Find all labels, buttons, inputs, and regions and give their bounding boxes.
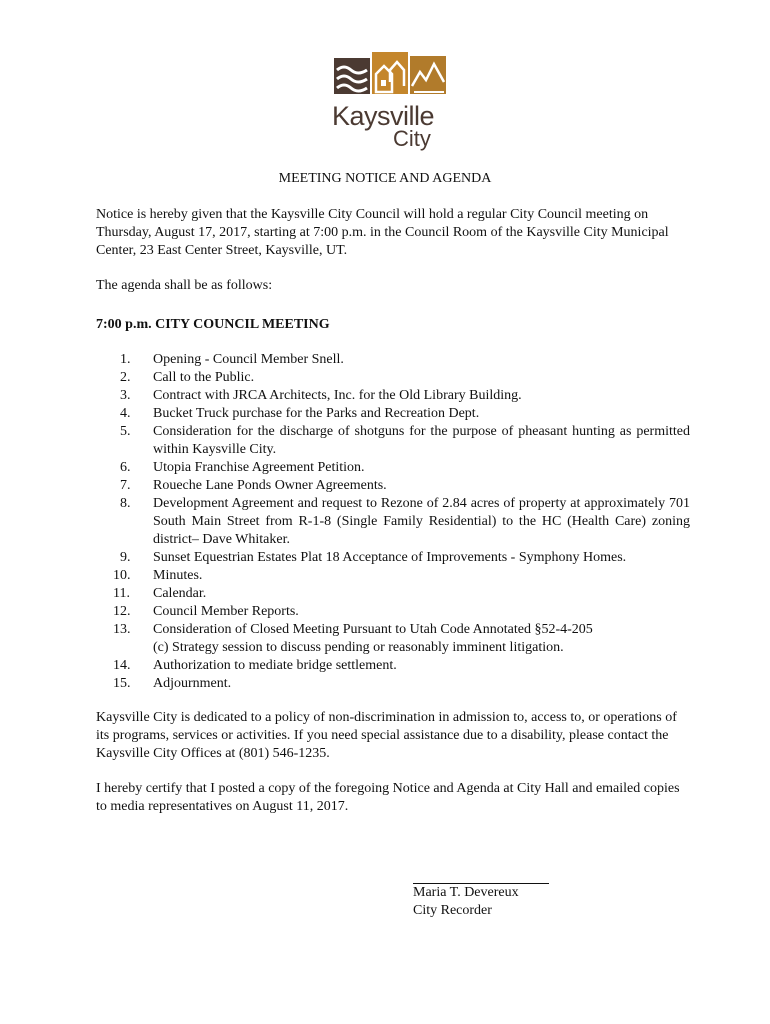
agenda-item-text: Consideration of Closed Meeting Pursuant to Utah Code Annotated §52-4-205 [153,622,593,637]
agenda-item-text: Consideration for the discharge of shotguns for the purpose of pheasant hunting as permitted within Kaysville City. [153,424,690,457]
agenda-item-number: 8. [120,496,131,511]
agenda-item-text: Roueche Lane Ponds Owner Agreements. [153,478,387,493]
logo-text-kaysville: Kaysville [332,101,435,131]
agenda-item [96,603,690,621]
agenda-item [96,477,690,495]
page-title: MEETING NOTICE AND AGENDA [278,171,492,186]
signer-role: City Recorder [413,903,492,918]
agenda-item-number: 3. [120,388,131,403]
agenda-item-text: Opening - Council Member Snell. [153,352,344,367]
agenda-item [96,423,690,459]
agenda-item-text: Calendar. [153,586,207,601]
agenda-item [96,549,690,567]
agenda-item [96,567,690,585]
agenda-item [96,405,690,423]
agenda-item-number: 15. [113,676,131,691]
agenda-item-number: 13. [113,622,131,637]
agenda-item [96,621,690,657]
logo-text-city: City [393,126,431,151]
agenda-item [96,657,690,675]
agenda-item [96,351,690,369]
agenda-item [96,387,690,405]
agenda-item-number: 14. [113,658,131,673]
agenda-list [96,351,690,693]
agenda-item-text: Authorization to mediate bridge settlement. [153,658,397,673]
agenda-item-number: 7. [120,478,131,493]
agenda-item-number: 10. [113,568,131,583]
kaysville-city-logo [330,52,448,152]
agenda-item-text: Bucket Truck purchase for the Parks and Recreation Dept. [153,406,480,421]
agenda-item [96,459,690,477]
agenda-item-text: Call to the Public. [153,370,255,385]
agenda-item-text: Development Agreement and request to Rezone of 2.84 acres of property at approximately 701 South Main Street from R-1-8 (Single Family Residential) to the HC (Health Care) zoning district– Dave Whitaker. [153,496,690,547]
agenda-item [96,585,690,603]
agenda-intro: The agenda shall be as follows: [96,278,273,293]
agenda-item-number: 6. [120,460,131,475]
agenda-item-number: 12. [113,604,131,619]
agenda-item-number: 11. [113,586,130,601]
non-discrimination-policy: Kaysville City is dedicated to a policy of non-discrimination in admission to, access to, or operations of its programs, services or activities. If you need special assistance due to a disability, please contact the Kaysville City Offices at (801) 546-1235. [96,710,677,761]
agenda-item-text: Contract with JRCA Architects, Inc. for the Old Library Building. [153,388,522,403]
agenda-item-text: Council Member Reports. [153,604,299,619]
agenda-item-number: 5. [120,424,131,439]
agenda-item-number: 9. [120,550,131,565]
logo-mark-icon [334,52,446,98]
signature-block [413,867,613,920]
agenda-item-subtext: (c) Strategy session to discuss pending or reasonably imminent litigation. [153,640,564,655]
notice-paragraph: Notice is hereby given that the Kaysville City Council will hold a regular City Council meeting on Thursday, August 17, 2017, starting at 7:00 p.m. in the Council Room of the Kaysville City Municipal Center, 23 East Center Street, Kaysville, UT. [96,207,669,258]
agenda-item-text: Utopia Franchise Agreement Petition. [153,460,365,475]
signer-name: Maria T. Devereux [413,885,519,900]
agenda-item [96,369,690,387]
signature-line [413,867,549,884]
agenda-item-text: Sunset Equestrian Estates Plat 18 Acceptance of Improvements - Symphony Homes. [153,550,627,565]
agenda-item-number: 1. [120,352,131,367]
agenda-item-text: Minutes. [153,568,203,583]
agenda-item-text: Adjournment. [153,676,232,691]
section-heading: 7:00 p.m. CITY COUNCIL MEETING [96,317,330,332]
agenda-item [96,495,690,549]
agenda-item-number: 4. [120,406,131,421]
certification-statement: I hereby certify that I posted a copy of the foregoing Notice and Agenda at City Hall and emailed copies to media representatives on August 11, 2017. [96,781,680,814]
agenda-item-number: 2. [120,370,131,385]
agenda-item [96,675,690,693]
